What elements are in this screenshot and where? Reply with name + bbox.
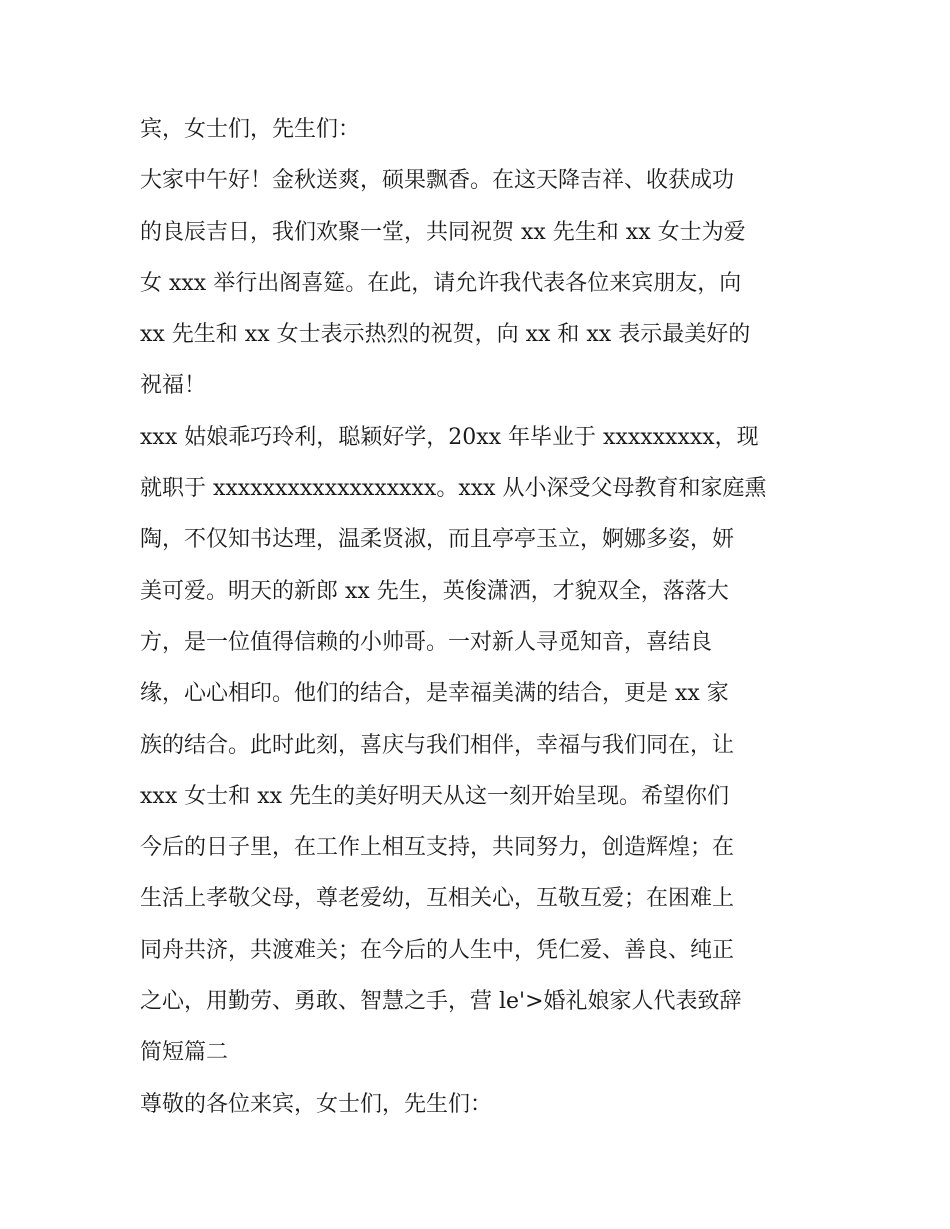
text-line: 生活上孝敬父母，尊老爱幼，互相关心，互敬互爱；在困难上	[140, 886, 735, 912]
text-line: 今后的日子里，在工作上相互支持，共同努力，创造辉煌；在	[140, 835, 735, 861]
text-line: 族的结合。此时此刻，喜庆与我们相伴，幸福与我们同在，让	[140, 732, 735, 758]
text-line: 陶，不仅知书达理，温柔贤淑，而且亭亭玉立，婀娜多姿，妍	[140, 527, 735, 553]
text-line: 宾，女士们，先生们：	[140, 117, 361, 142]
text-line: xxx 姑娘乖巧玲利，聪颖好学，20xx 年毕业于 xxxxxxxxx，现	[140, 424, 759, 450]
text-line: 缘，心心相印。他们的结合，是幸福美满的结合，更是 xx 家	[140, 681, 729, 707]
text-line: 简短篇二	[140, 1040, 229, 1066]
text-line: xxx 女士和 xx 先生的美好明天从这一刻开始呈现。希望你们	[140, 783, 730, 809]
text-line: 女 xxx 举行出阁喜筵。在此，请允许我代表各位来宾朋友，向	[140, 270, 742, 296]
text-line: 就职于 xxxxxxxxxxxxxxxxxx。xxx 从小深受父母教育和家庭熏	[140, 476, 767, 502]
text-line: 美可爱。明天的新郎 xx 先生，英俊潇洒，才貌双全，落落大	[140, 578, 729, 604]
text-line: 同舟共济，共渡难关；在今后的人生中，凭仁爱、善良、纯正	[140, 937, 735, 963]
text-line: xx 先生和 xx 女士表示热烈的祝贺，向 xx 和 xx 表示最美好的	[140, 322, 751, 348]
text-line: 尊敬的各位来宾，女士们，先生们：	[140, 1091, 493, 1117]
text-line: 方，是一位值得信赖的小帅哥。一对新人寻觅知音，喜结良	[140, 629, 713, 655]
text-line: 祝福！	[140, 373, 207, 399]
document-body	[140, 110, 830, 1136]
text-line: 的良辰吉日，我们欢聚一堂，共同祝贺 xx 先生和 xx 女士为爱	[140, 219, 746, 245]
text-line: 大家中午好！金秋送爽，硕果飘香。在这天降吉祥、收获成功	[140, 168, 735, 194]
text-line: 之心，用勤劳、勇敢、智慧之手，营 le'>婚礼娘家人代表致辞	[140, 989, 742, 1015]
